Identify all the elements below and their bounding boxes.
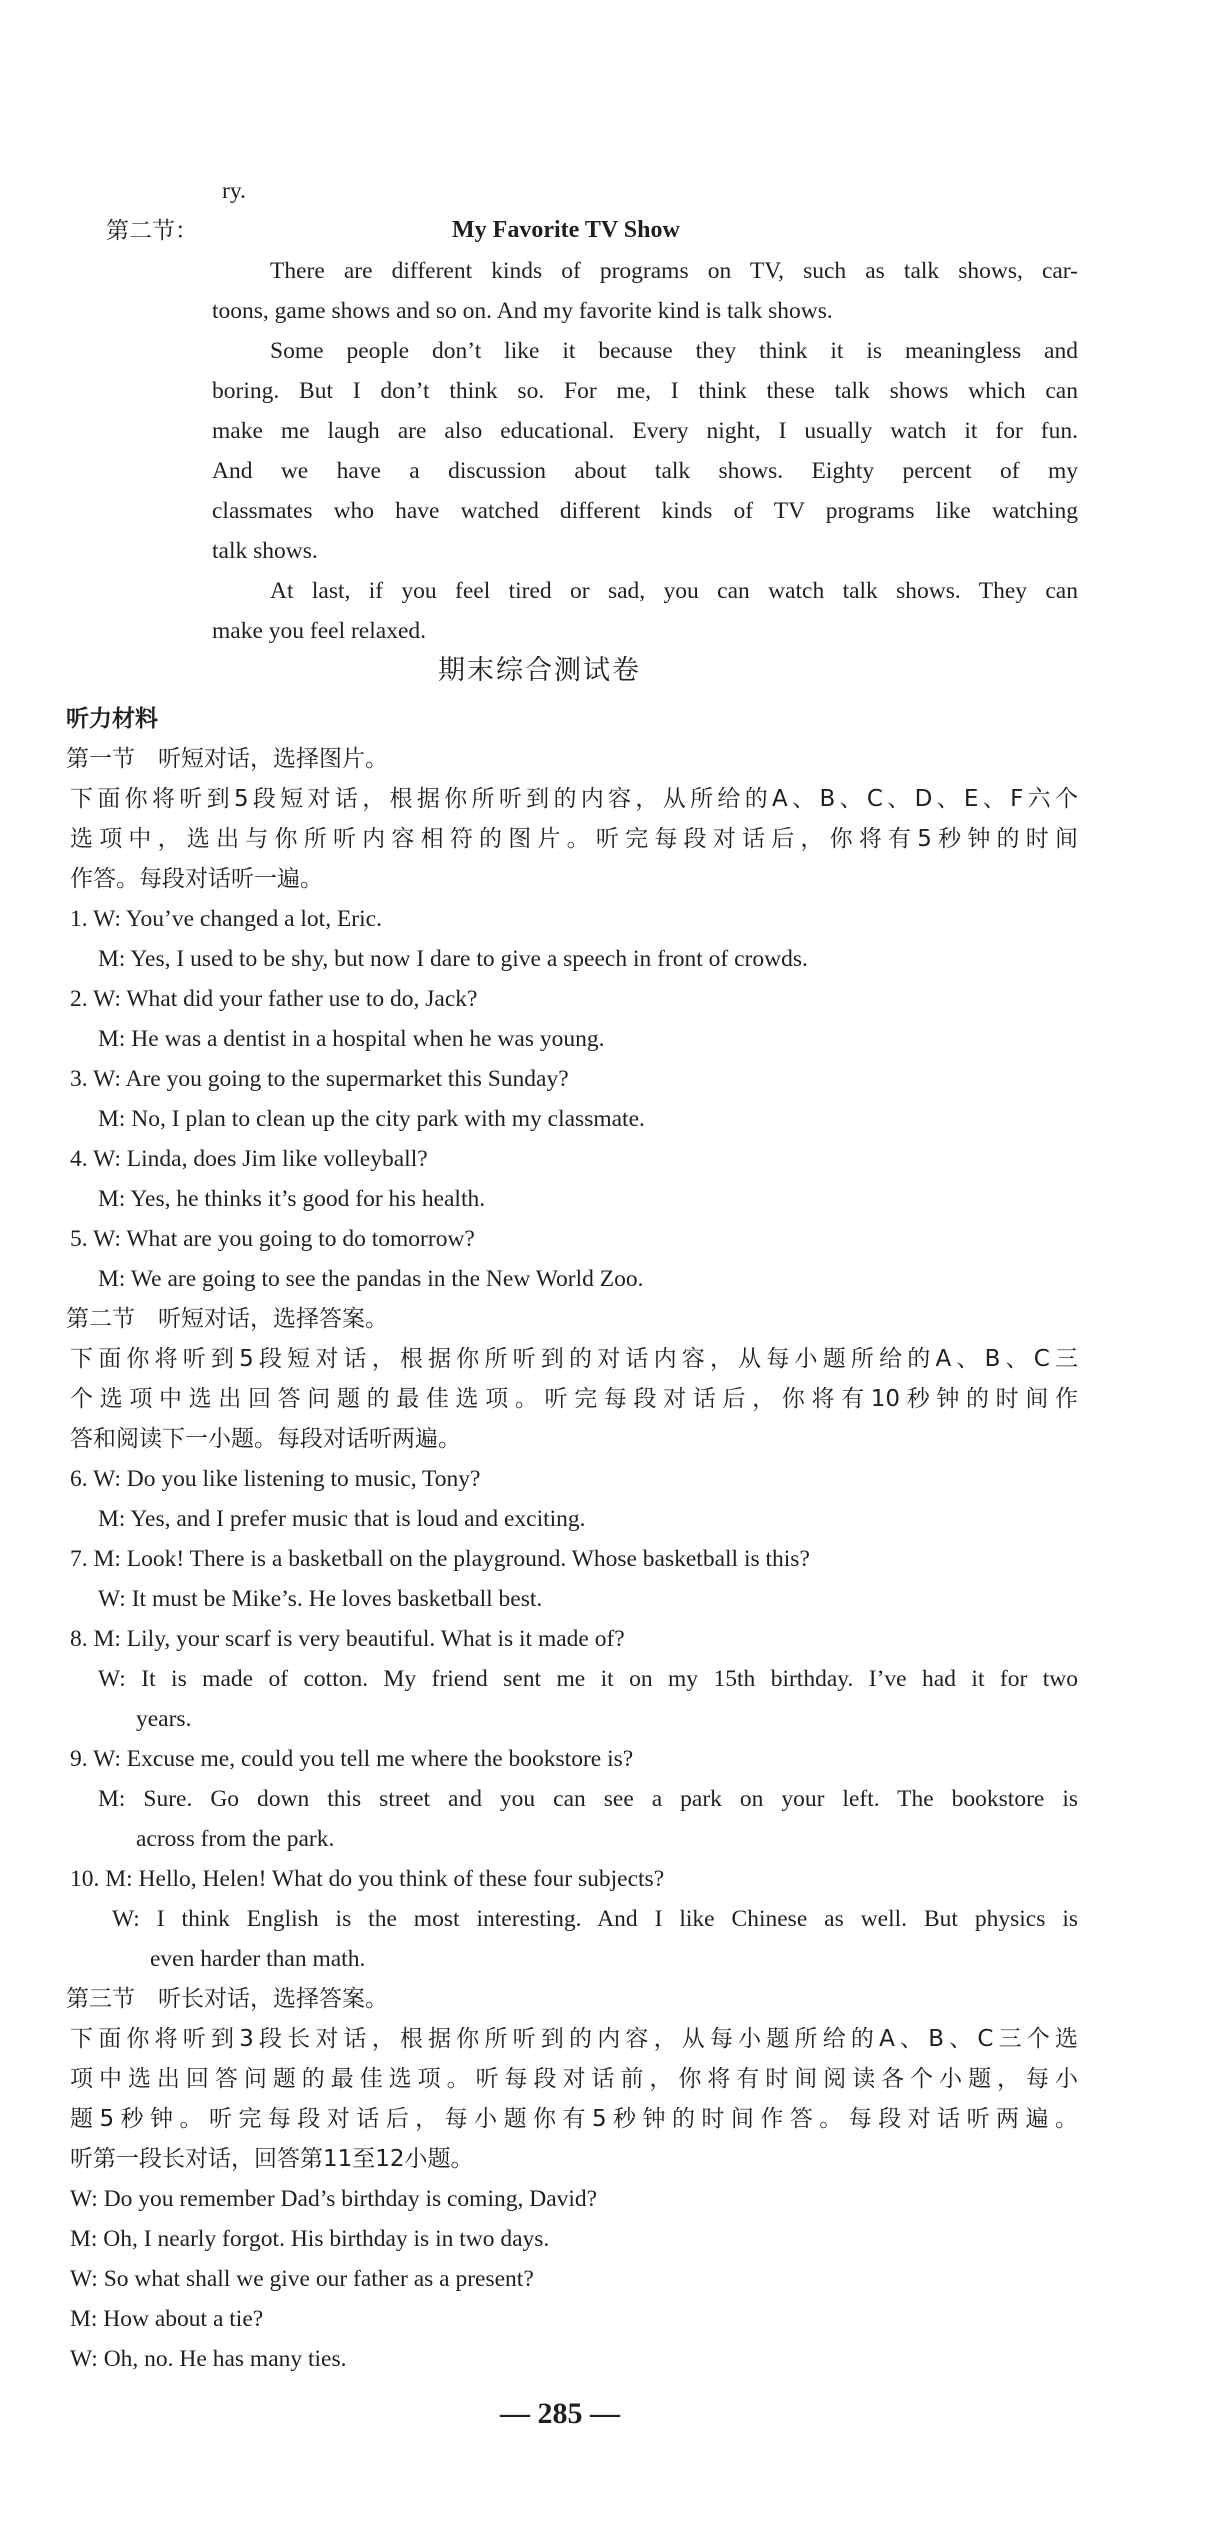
dialogue-line: M: Yes, he thinks it’s good for his health. — [98, 1186, 486, 1212]
dialogue-line: M: He was a dentist in a hospital when he was young. — [98, 1026, 605, 1052]
dialogue-line: 8. M: Lily, your scarf is very beautiful. What is it made of? — [70, 1626, 625, 1652]
part1-instruction: 下面你将听到5段短对话，根据你所听到的内容，从所给的A、B、C、D、E、F六个 — [70, 786, 1078, 812]
dialogue-line: 5. W: What are you going to do tomorrow? — [70, 1226, 475, 1252]
essay-line: toons, game shows and so on. And my favorite kind is talk shows. — [212, 298, 833, 324]
part2-instruction: 答和阅读下一小题。每段对话听两遍。 — [70, 1426, 461, 1452]
part3-instruction: 题5秒钟。听完每段对话后，每小题你有5秒钟的时间作答。每段对话听两遍。 — [70, 2106, 1078, 2132]
dialogue-line: M: Yes, and I prefer music that is loud and exciting. — [98, 1506, 586, 1532]
part1-instruction: 选项中，选出与你所听内容相符的图片。听完每段对话后，你将有5秒钟的时间 — [70, 826, 1078, 852]
part3-heading: 第三节 听长对话，选择答案。 — [66, 1986, 388, 2012]
dialogue-line: 3. W: Are you going to the supermarket this Sunday? — [70, 1066, 569, 1092]
dialogue-line: M: How about a tie? — [70, 2306, 264, 2332]
part3-instruction: 听第一段长对话，回答第11至12小题。 — [70, 2146, 474, 2172]
part3-instruction: 项中选出回答问题的最佳选项。听每段对话前，你将有时间阅读各个小题，每小 — [70, 2066, 1078, 2092]
part2-instruction: 下面你将听到5段短对话，根据你所听到的对话内容，从每小题所给的A、B、C三 — [70, 1346, 1078, 1372]
dialogue-line: M: We are going to see the pandas in the New World Zoo. — [98, 1266, 644, 1292]
dialogue-line: 4. W: Linda, does Jim like volleyball? — [70, 1146, 428, 1172]
dialogue-line: across from the park. — [136, 1826, 335, 1852]
dialogue-line: 9. W: Excuse me, could you tell me where the bookstore is? — [70, 1746, 634, 1772]
exam-title: 期末综合测试卷 — [438, 655, 641, 686]
essay-line: At last, if you feel tired or sad, you can watch talk shows. They can — [270, 578, 1078, 604]
part1-heading: 第一节 听短对话，选择图片。 — [66, 746, 388, 772]
dialogue-line: W: It must be Mike’s. He loves basketball best. — [98, 1586, 543, 1612]
essay-line: Some people don’t like it because they think it is meaningless and — [270, 338, 1078, 364]
part2-heading: 第二节 听短对话，选择答案。 — [66, 1306, 388, 1332]
dialogue-line: M: Sure. Go down this street and you can see a park on your left. The bookstore is — [98, 1786, 1078, 1812]
dialogue-line: 6. W: Do you like listening to music, Tony? — [70, 1466, 481, 1492]
essay-line: boring. But I don’t think so. For me, I think these talk shows which can — [212, 378, 1078, 404]
dialogue-line: 1. W: You’ve changed a lot, Eric. — [70, 906, 382, 932]
dialogue-line: W: Oh, no. He has many ties. — [70, 2346, 347, 2372]
dialogue-line: M: Yes, I used to be shy, but now I dare to give a speech in front of crowds. — [98, 946, 808, 972]
dialogue-line: 2. W: What did your father use to do, Jack? — [70, 986, 478, 1012]
dialogue-line: W: So what shall we give our father as a present? — [70, 2266, 534, 2292]
dialogue-line: 7. M: Look! There is a basketball on the playground. Whose basketball is this? — [70, 1546, 810, 1572]
dialogue-line: M: Oh, I nearly forgot. His birthday is in two days. — [70, 2226, 550, 2252]
part3-instruction: 下面你将听到3段长对话，根据你所听到的内容，从每小题所给的A、B、C三个选 — [70, 2026, 1078, 2052]
dialogue-line: W: It is made of cotton. My friend sent me it on my 15th birthday. I’ve had it for two — [98, 1666, 1078, 1692]
part1-instruction: 作答。每段对话听一遍。 — [70, 866, 323, 892]
essay-line: make you feel relaxed. — [212, 618, 427, 644]
text-fragment: ry. — [222, 178, 246, 204]
listening-heading: 听力材料 — [66, 706, 158, 732]
dialogue-line: 10. M: Hello, Helen! What do you think of these four subjects? — [70, 1866, 665, 1892]
essay-title: My Favorite TV Show — [452, 217, 680, 243]
essay-line: There are different kinds of programs on TV, such as talk shows, car- — [270, 258, 1078, 284]
dialogue-line: W: I think English is the most interesting. And I like Chinese as well. But physics is — [112, 1906, 1078, 1932]
essay-line: make me laugh are also educational. Every night, I usually watch it for fun. — [212, 418, 1078, 444]
page-number: — 285 — — [500, 2397, 620, 2430]
essay-line: talk shows. — [212, 538, 318, 564]
dialogue-line: years. — [136, 1706, 192, 1732]
dialogue-line: M: No, I plan to clean up the city park with my classmate. — [98, 1106, 645, 1132]
section-label: 第二节： — [106, 218, 198, 244]
dialogue-line: W: Do you remember Dad’s birthday is coming, David? — [70, 2186, 598, 2212]
dialogue-line: even harder than math. — [150, 1946, 366, 1972]
part2-instruction: 个选项中选出回答问题的最佳选项。听完每段对话后，你将有10秒钟的时间作 — [70, 1386, 1078, 1412]
essay-line: classmates who have watched different kinds of TV programs like watching — [212, 498, 1078, 524]
essay-line: And we have a discussion about talk shows. Eighty percent of my — [212, 458, 1078, 484]
